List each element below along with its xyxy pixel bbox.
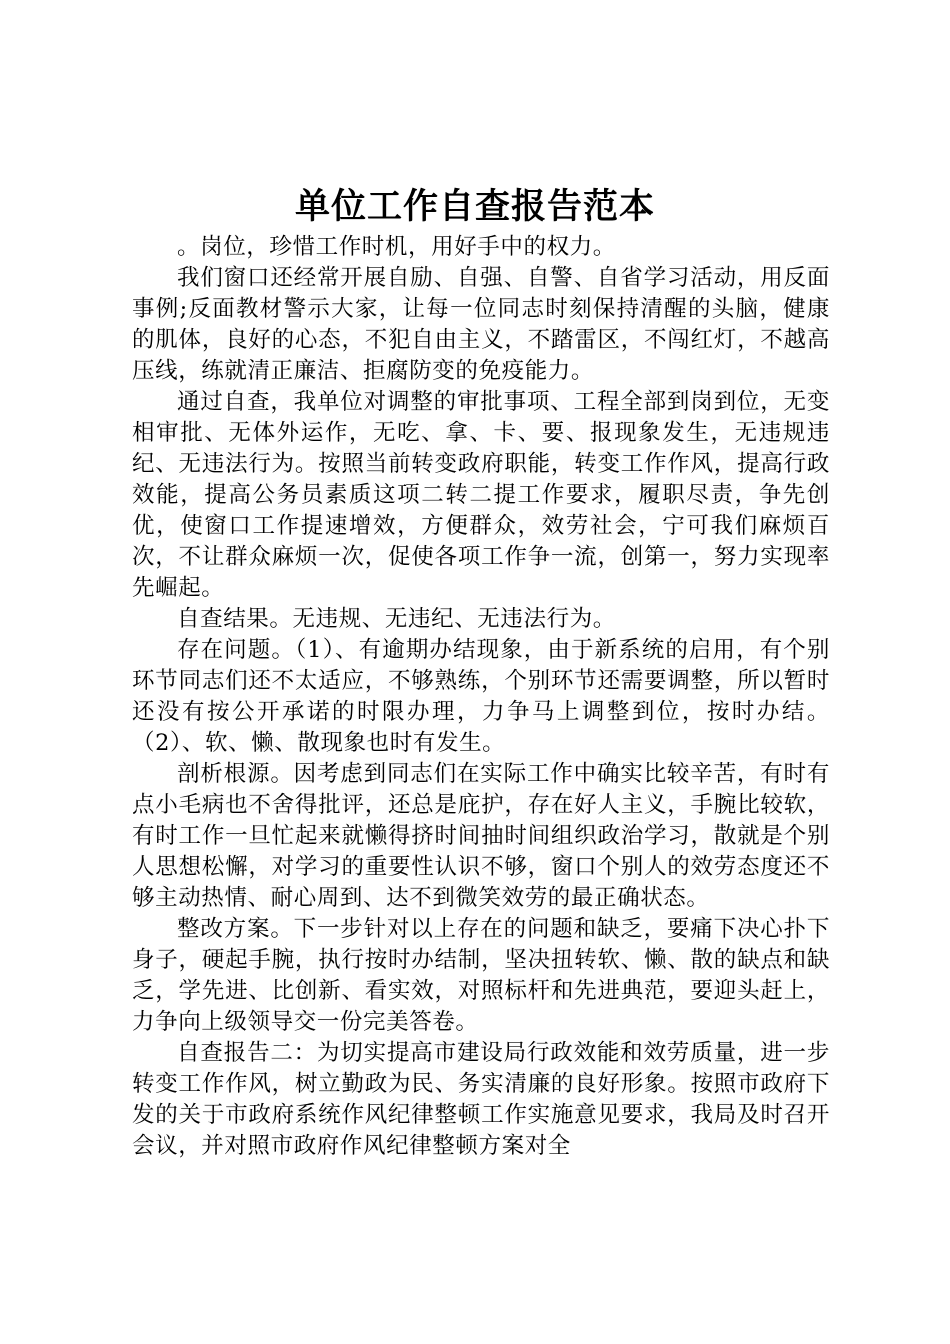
paragraph: 剖析根源。因考虑到同志们在实际工作中确实比较辛苦，有时有点小毛病也不舍得批评，还总是庇护，存在好人主义，手腕比较软，有时工作一旦忙起来就懒得挤时间抽时间组织政治学习，散就是个别人思想松懈，对学习的重要性认识不够，窗口个别人的效劳态度还不够主动热情、耐心周到、达不到微笑效劳的最正确状态。 [132,761,830,911]
paragraph: 通过自查，我单位对调整的审批事项、工程全部到岗到位，无变相审批、无体外运作，无吃、拿、卡、要、报现象发生，无违规违纪、无违法行为。按照当前转变政府职能，转变工作作风，提高行政效能，提高公务员素质这项二转二提工作要求，履职尽责，争先创优，使窗口工作提速增效，方便群众，效劳社会，宁可我们麻烦百次，不让群众麻烦一次，促使各项工作争一流，创第一，努力实现率先崛起。 [132,389,830,601]
paragraph: 存在问题。（1）、有逾期办结现象，由于新系统的启用，有个别环节同志们还不太适应，不够熟练，个别环节还需要调整，所以暂时还没有按公开承诺的时限办理，力争马上调整到位，按时办结。（2）、软、懒、散现象也时有发生。 [132,637,830,756]
paragraph: 。岗位，珍惜工作时机，用好手中的权力。 [177,234,616,260]
paragraph: 自查报告二：为切实提高市建设局行政效能和效劳质量，进一步转变工作作风，树立勤政为民、务实清廉的良好形象。按照市政府下发的关于市政府系统作风纪律整顿工作实施意见要求，我局及时召开会议，并对照市政府作风纪律整顿方案对全 [132,1040,830,1159]
paragraph: 我们窗口还经常开展自励、自强、自警、自省学习活动，用反面事例;反面教材警示大家，让每一位同志时刻保持清醒的头脑，健康的肌体，良好的心态，不犯自由主义，不踏雷区，不闯红灯，不越高压线，练就清正廉洁、拒腐防变的免疫能力。 [132,265,830,384]
paragraph: 整改方案。下一步针对以上存在的问题和缺乏，要痛下决心扑下身子，硬起手腕，执行按时办结制，坚决扭转软、懒、散的缺点和缺乏，学先进、比创新、看实效，对照标杆和先进典范，要迎头赶上，力争向上级领导交一份完美答卷。 [132,916,830,1035]
paragraph: 自查结果。无违规、无违纪、无违法行为。 [177,606,616,632]
document-body [132,232,830,1162]
document-title: 单位工作自查报告范本 [294,187,655,227]
